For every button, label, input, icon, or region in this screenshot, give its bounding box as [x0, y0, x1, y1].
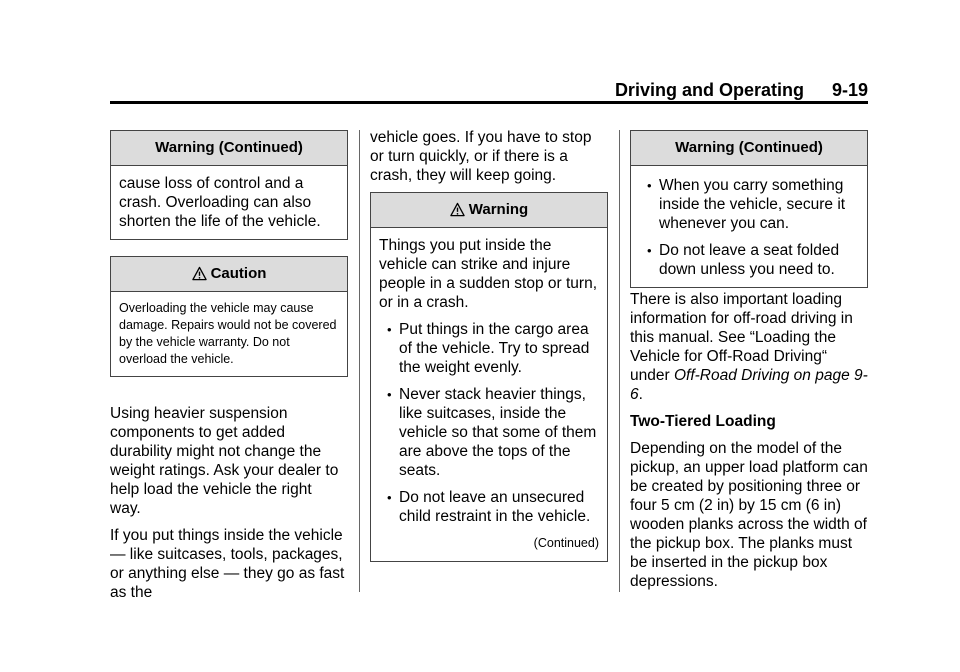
warning-box-body: [631, 166, 867, 287]
paragraph: Using heavier suspension components to get added durability might not change the weight ratings. Ask your dealer to help load the vehicle the right way.: [110, 405, 339, 517]
caution-box-header: [111, 257, 347, 292]
warning-box: [370, 192, 608, 562]
warning-box-body: [371, 228, 607, 561]
paragraph-text: There is also important loading information for off-road driving in this manual. See “Loading the Vehicle for Off-Road Driving“ under: [630, 291, 853, 384]
list-item: • Do not leave a seat folded down unless you need to.: [639, 241, 859, 279]
paragraph: vehicle goes. If you have to stop or turn quickly, or if there is a crash, they will keep going.: [370, 129, 592, 184]
warning-continued-box: [110, 130, 348, 240]
caution-box-title: Caution: [210, 265, 267, 282]
list-item: • Put things in the cargo area of the vehicle. Try to spread the weight evenly.: [379, 320, 599, 377]
warning-box-header: [371, 193, 607, 228]
paragraph: Depending on the model of the pickup, an upper load platform can be created by positioning three or four 5 cm (2 in) by 15 cm (6 in) wooden planks across the width of the pickup box. The planks must be inserted in the pickup box depressions.: [630, 440, 868, 590]
paragraph: [630, 290, 868, 404]
header-page-number: 9-19: [831, 80, 868, 100]
list-item: • When you carry something inside the vehicle, secure it whenever you can.: [639, 176, 859, 233]
caution-box-text: Overloading the vehicle may cause damage. Repairs would not be covered by the vehicle warranty. Do not overload the vehicle.: [119, 301, 337, 366]
warning-box-text: Things you put inside the vehicle can strike and injure people in a sudden stop or turn, or in a crash.: [379, 237, 598, 311]
alert-triangle-icon: [192, 266, 207, 281]
middle-column-intro: [370, 128, 606, 193]
right-column-text: [630, 290, 868, 599]
warning-continued-box-right: [630, 130, 868, 288]
list-item: • Never stack heavier things, like suitcases, inside the vehicle so that some of them are above the tops of the seats.: [379, 385, 599, 480]
header-text: [615, 80, 868, 101]
warning-bullet-list: [639, 176, 859, 279]
cross-reference-link[interactable]: Off-Road Driving on page 9-6: [630, 367, 868, 403]
paragraph-text: .: [638, 386, 643, 403]
left-column-text: [110, 404, 346, 610]
header-section-title: Driving and Operating: [614, 80, 804, 100]
list-item: • Do not leave an unsecured child restraint in the vehicle.: [379, 488, 599, 526]
warning-box-title: Warning (Continued): [111, 131, 347, 166]
column-divider-right: [619, 130, 620, 592]
continued-label: (Continued): [533, 536, 599, 550]
warning-bullet-list: [379, 320, 599, 526]
subheading: Two-Tiered Loading: [630, 413, 776, 430]
warning-box-title: Warning (Continued): [631, 131, 867, 166]
alert-triangle-icon: [450, 202, 465, 217]
column-divider-left: [359, 130, 360, 592]
warning-box-title: Warning: [468, 201, 529, 218]
page-header: [110, 80, 868, 102]
paragraph: If you put things inside the vehicle — like suitcases, tools, packages, or anything else — they go as fast as the: [110, 527, 345, 601]
caution-box: [110, 256, 348, 377]
header-rule: [110, 101, 868, 104]
warning-box-text: cause loss of control and a crash. Overloading can also shorten the life of the vehicle.: [119, 175, 321, 230]
